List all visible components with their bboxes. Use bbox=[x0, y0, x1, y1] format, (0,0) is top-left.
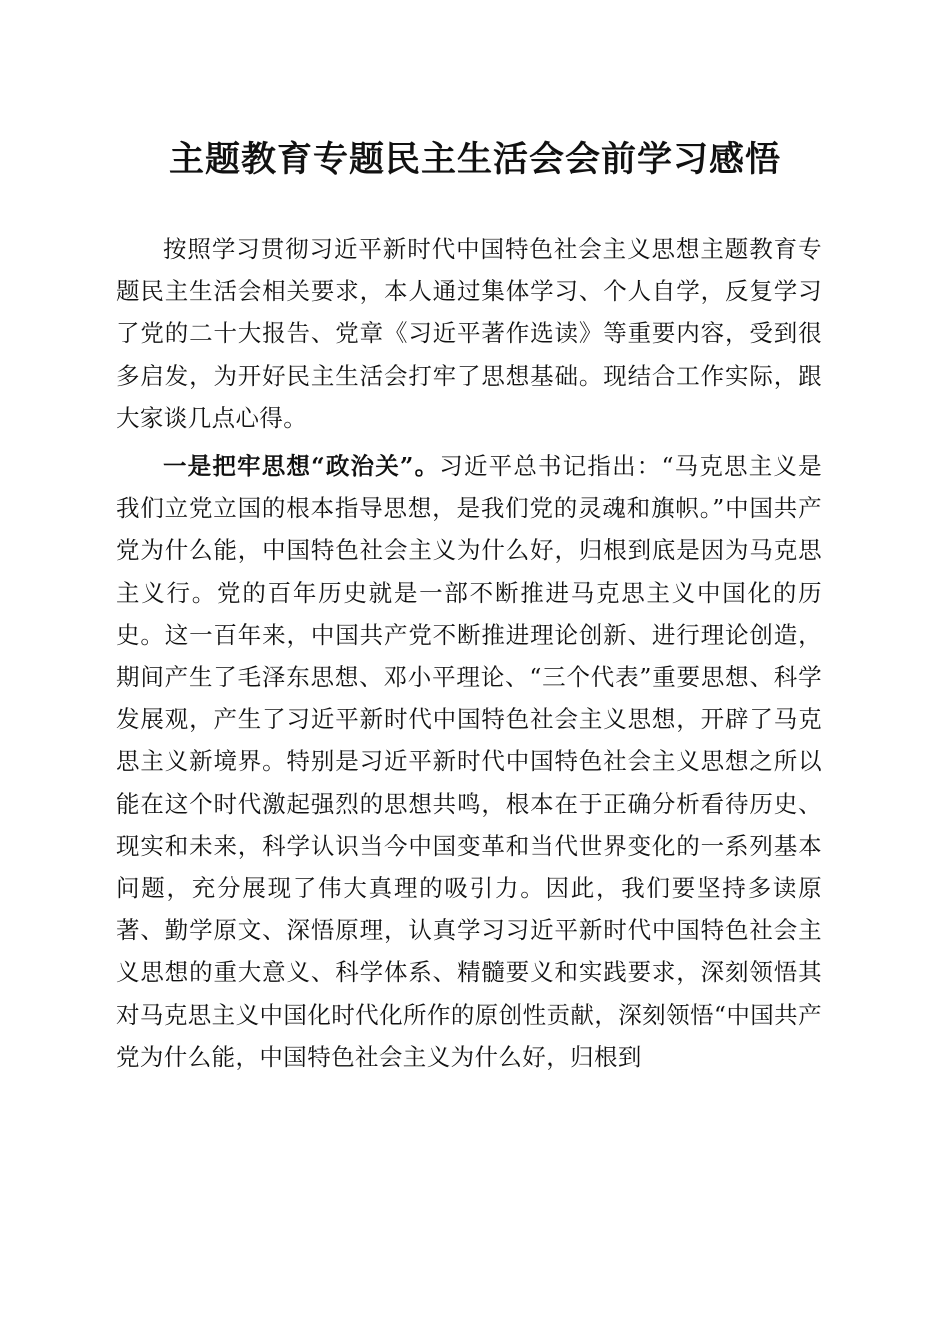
document-title: 主题教育专题民主生活会会前学习感悟 bbox=[168, 139, 781, 180]
document-body bbox=[116, 228, 822, 1078]
paragraph-text: 习近平总书记指出：“马克思主义是我们立党立国的根本指导思想，是我们党的灵魂和旗帜。”中国共产党为什么能，中国特色社会主义为什么好，归根到底是因为马克思主义行。党的百年历史就是一部不断推进马克思主义中国化的历史。这一百年来，中国共产党不断推进理论创新、进行理论创造，期间产生了毛泽东思想、邓小平理论、“三个代表”重要思想、科学发展观，产生了习近平新时代中国特色社会主义思想，开辟了马克思主义新境界。特别是习近平新时代中国特色社会主义思想之所以能在这个时代激起强烈的思想共鸣，根本在于正确分析看待历史、现实和未来，科学认识当今中国变革和当代世界变化的一系列基本问题，充分展现了伟大真理的吸引力。因此，我们要坚持多读原著、勤学原文、深悟原理，认真学习习近平新时代中国特色社会主义思想的重大意义、科学体系、精髓要义和实践要求，深刻领悟其对马克思主义中国化时代化所作的原创性贡献，深刻领悟“中国共产党为什么能，中国特色社会主义为什么好，归根到 bbox=[116, 452, 822, 1071]
paragraph-text: 按照学习贯彻习近平新时代中国特色社会主义思想主题教育专题民主生活会相关要求，本人通过集体学习、个人自学，反复学习了党的二十大报告、党章《习近平著作选读》等重要内容，受到很多启发，为开好民主生活会打牢了思想基础。现结合工作实际，跟大家谈几点心得。 bbox=[116, 235, 822, 432]
paragraph-intro bbox=[116, 228, 822, 439]
paragraph-point-one bbox=[116, 445, 822, 1078]
paragraph-lead: 一是把牢思想“政治关”。 bbox=[163, 452, 440, 481]
